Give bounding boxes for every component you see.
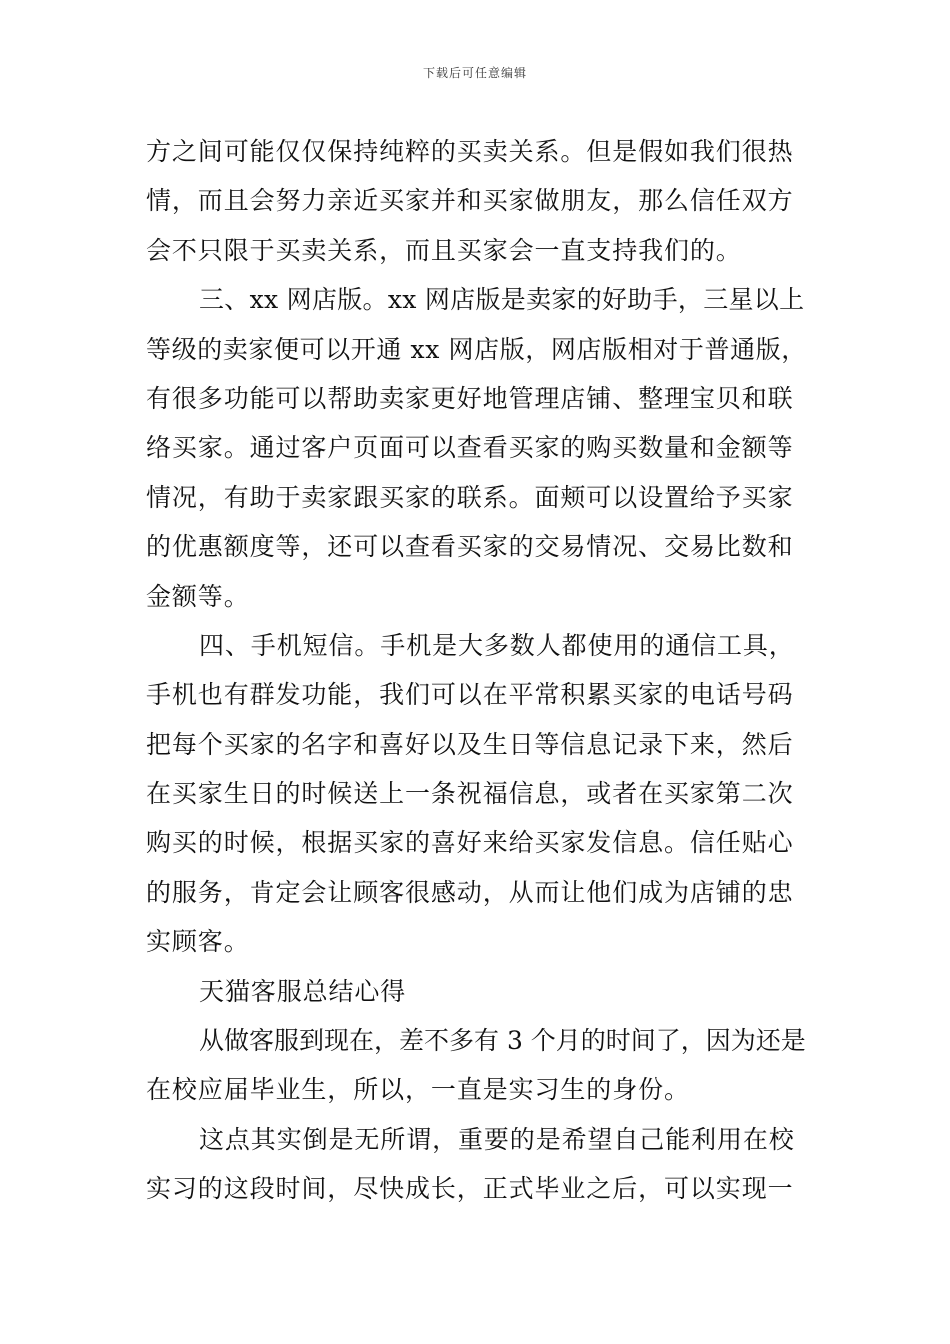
text-line: 情况，有助于卖家跟买家的联系。面颊可以设置给予买家: [146, 482, 794, 512]
text-line: 络买家。通过客户页面可以查看买家的购买数量和金额等: [146, 433, 794, 463]
text-line: 这点其实倒是无所谓，重要的是希望自己能利用在校: [199, 1124, 795, 1154]
text-line: 的服务，肯定会让顾客很感动，从而让他们成为店铺的忠: [146, 877, 794, 907]
text-line: 方之间可能仅仅保持纯粹的买卖关系。但是假如我们很热: [146, 137, 794, 166]
text-line: 实顾客。: [146, 927, 250, 957]
text-line: 实习的这段时间，尽快成长，正式毕业之后，可以实现一: [146, 1174, 794, 1204]
text-line: 四、手机短信。手机是大多数人都使用的通信工具，: [199, 630, 795, 660]
text-line: 情，而且会努力亲近买家并和买家做朋友，那么信任双方: [146, 186, 794, 216]
text-line: 在校应届毕业生，所以，一直是实习生的身份。: [146, 1075, 690, 1105]
section-heading: 天猫客服总结心得: [199, 976, 407, 1006]
text-line: 在买家生日的时候送上一条祝福信息，或者在买家第二次: [146, 779, 794, 809]
page-header: 下载后可任意编辑: [422, 66, 527, 80]
text-line: 从做客服到现在，差不多有 3 个月的时间了，因为还是: [199, 1026, 806, 1056]
text-line: 等级的卖家便可以开通 xx 网店版，网店版相对于普通版，: [146, 334, 807, 364]
text-line: 有很多功能可以帮助卖家更好地管理店铺、整理宝贝和联: [146, 383, 794, 413]
text-line: 会不只限于买卖关系，而且买家会一直支持我们的。: [146, 235, 742, 265]
text-line: 的优惠额度等，还可以查看买家的交易情况、交易比数和: [146, 532, 794, 562]
text-line: 购买的时候，根据买家的喜好来给买家发信息。信任贴心: [146, 828, 794, 858]
document-body: [146, 127, 808, 1214]
text-line: 手机也有群发功能，我们可以在平常积累买家的电话号码: [146, 680, 794, 710]
text-line: 三、xx 网店版。xx 网店版是卖家的好助手，三星以上: [199, 285, 805, 315]
text-line: 金额等。: [146, 581, 250, 611]
text-line: 把每个买家的名字和喜好以及生日等信息记录下来，然后: [146, 729, 794, 759]
